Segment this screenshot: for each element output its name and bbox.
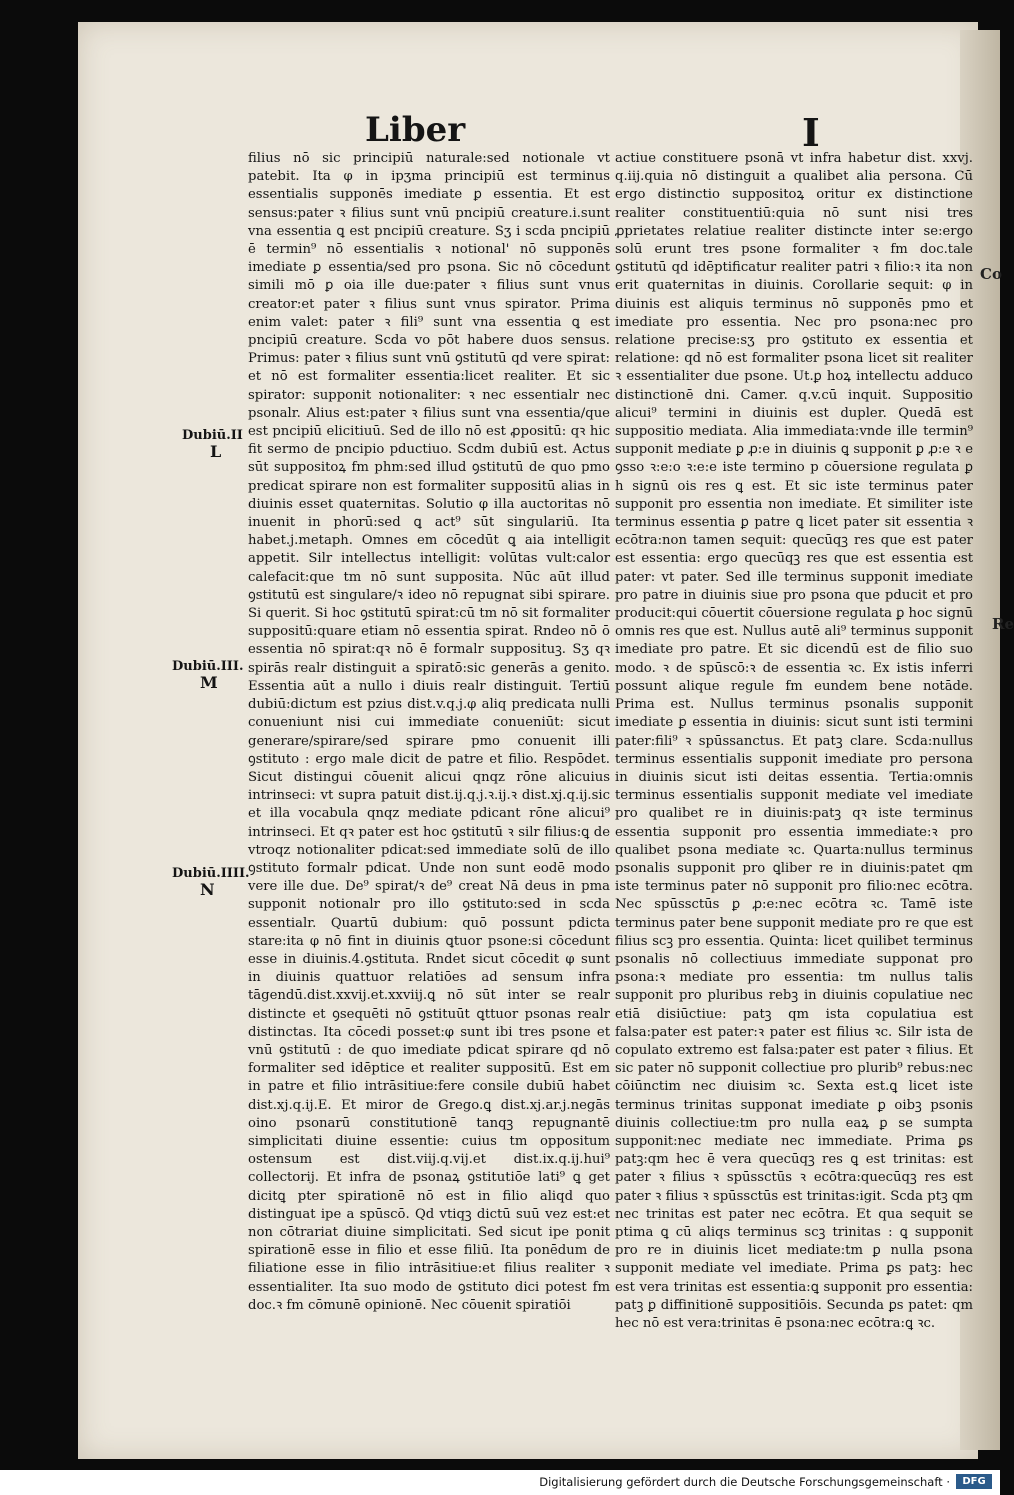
running-head-liber: Liber — [365, 110, 466, 150]
facing-margin-note-1: Co — [980, 265, 1002, 283]
digitization-footer — [0, 1470, 1000, 1495]
margin-note-dubium-4 — [172, 866, 252, 898]
left-column-text: filius nō sic principiū naturale:sed notionale vt patebit. Ita φ in ipʒma principiū est terminus essentialis supponēs imediate ꝑ essentia. Et est sensus:pater ꝛ filius sunt vnū pncipiū creature.i.sunt vna essentia ꝗ est pncipiū creature. Sʒ i scda pncipiū ē termin⁹ nō essentialis ꝛ notional' nō supponēs imediate ꝑ essentia/sed pro psona. Sic nō cōcedunt simili mō ꝑ oia ille due:pater ꝛ filius sunt vnus creator:et pater ꝛ filius sunt vnus spirator. Prima enim valet: pater ꝛ fili⁹ sunt vna essentia ꝗ est pncipiū creature. Scda vo pōt habere duos sensus. Primus: pater ꝛ filius sunt vnū ꝯstitutū qd vere spirat: et nō est formaliter essentia:licet realiter. Et sic spirator: supponit notionaliter: ꝛ nec essentialr nec psonalr. Alius est:pater ꝛ filius sunt vna essentia/que est pncipiū elicitiuū. Sed de illo nō est ꝓpositū: qꝛ hic fit sermo de pncipio pductiuo. Scdm dubiū est. Actus sūt suppositoꝝ fm phm:sed illud ꝯstitutū de quo pmo predicat spirare non est formaliter suppositū alias in diuinis esset quaternitas. Solutio φ illa auctoritas nō inuenit in phorū:sed ꝗ act⁹ sūt singulariū. Ita habet.j.metaph. Omnes em cōcedūt ꝗ aia intelligit appetit. Silr intellectus intelligit: volūtas vult:calor calefacit:que tm nō sunt supposita. Nūc aūt illud ꝯstitutū est singulare/ꝛ ideo nō repugnat sibi spirare. Si querit. Si hoc ꝯstitutū spirat:cū tm nō sit formaliter suppositū:quare etiam nō essentia spirat. Rndeo nō ō essentia nō spirat:qꝛ nō ē formalr supposituꝫ. Sʒ qꝛ spirās realr distinguit a spiratō:sic generās a genito. Essentia aūt a nullo i diuis realr distinguit. Tertiū dubiū:dictum est pzius dist.v.q.j.φ aliq predicata nulli conueniunt nisi cui immediate conueniūt: sicut generare/spirare/sed spirare pmo conuenit illi ꝯstituto : ergo male dicit de patre et filio. Respōdet. Sicut distingui cōuenit alicui qnqz rōne alicuius intrinseci: vt supra patuit dist.ij.q.j.ꝛ.ij.ꝛ dist.xj.q.ij.sic et illa vocabula qnqz mediate pdicant rōne alicui⁹ intrinseci. Et qꝛ pater est hoc ꝯstitutū ꝛ silr filius:ꝗ de vtroqz notionaliter pdicat:sed immediate solū de illo ꝯstituto formalr pdicat. Unde non sunt eodē modo vere ille due. De⁹ spirat/ꝛ de⁹ creat Nā deus in pma supponit notionalr pro illo ꝯstituto:sed in scda essentialr. Quartū dubium: quō possunt pdicta stare:ita φ nō fint in diuinis ꝗtuor psone:si cōcedunt esse in diuinis.4.ꝯstituta. Rndet sicut cōcedit φ sunt in diuinis quattuor relatiōes ad sensum infra tāgendū.dist.xxvij.et.xxviij.ꝗ nō sūt inter se realr distincte et ꝯsequēti nō ꝯstituūt ꝗttuor psonas realr distinctas. Ita cōcedi posset:φ sunt ibi tres psone et vnū ꝯstitutū : de quo imediate pdicat spirare qd nō formaliter sed idēptice et realiter suppositū. Est em in patre et filio intrāsitiue:fere consile dubiū habet dist.xj.q.ij.E. Et miror de Grego.ꝗ dist.xj.ar.j.negās oino psonarū constitutionē tanqꝫ repugnantē simplicitati diuine essentie: cuius tm oppositum ostensum est dist.viij.q.vij.et dist.ix.q.ij.hui⁹ collectorij. Et infra de psonaꝝ ꝯstitutiōe lati⁹ ꝗ get dicitꝗ pter spirationē nō est in filio aliqd quo distinguat ipe a spūscō. Qd vtiqꝫ dictū suū vez est:et non cōtrariat diuine simplicitati. Sed sicut ipe ponit spirationē esse in filio et esse filiū. Ita ponēdum de filiatione esse in filio intrāsitiue:et filius realiter ꝛ essentialiter. Ita suo modo de ꝯstituto dici potest fm doc.ꝛ fm cōmunē opinionē. Nec cōuenit spiratiōi — [248, 151, 610, 1313]
right-column-text: actiue constituere psonā vt infra habetur dist. xxvj. q.iij.quia nō distinguit a qualibet alia persona. Cū ergo distinctio suppositoꝝ oritur ex distinctione realiter constituentiū:quia nō sunt nisi tres ꝓprietates relatiue realiter distincte inter se:ergo solū erunt tres psone formaliter ꝛ fm doc.tale ꝯstitutū qd idēptificatur realiter patri ꝛ filio:ꝛ ita non erit quaternitas in diuinis. Corollarie sequit: φ in diuinis est aliquis terminus nō supponēs pmo et imediate pro essentia. Nec pro psona:nec pro relatione precise:sʒ pro ꝯstituto ex essentia et relatione: qd nō est formaliter psona licet sit realiter ꝛ essentialiter due psone. Ut.ꝑ hoꝝ intellectu adduco distinctionē dni. Camer. q.v.cū inquit. Suppositio alicui⁹ termini in diuinis est dupler. Quedā est suppositio mediata. Alia immediata:vnde ille termin⁹ supponit mediate ꝑ ꝓ:e in diuinis ꝗ supponit ꝑ ꝓ:e ꝛ e ꝯsso ꝛ:e:o ꝛ:e:e iste termino p cōuersione regulata ꝑ h signū ois res ꝗ est. Et sic iste terminus pater supponit pro essentia non imediate. Et similiter iste terminus essentia ꝑ patre ꝗ licet pater sit essentia ꝛ ecōtra:non tamen sequit: quecūqꝫ res que est pater est essentia: ergo quecūqꝫ res que est essentia est pater: vt pater. Sed ille terminus supponit imediate pro patre in diuinis siue pro psona que pducit et pro producit:qui cōuertit cōuersione regulata ꝑ hoc signū omnis res que est. Nullus autē ali⁹ terminus supponit imediate pro patre. Et sic dicendū est de filio suo modo. ꝛ de spūscō:ꝛ de essentia ꝛc. Ex istis inferri possunt alique regule fm eundem bene notāde. Prima est. Nullus terminus psonalis supponit imediate ꝑ essentia in diuinis: sicut sunt isti termini pater:fili⁹ ꝛ spūssanctus. Et patꝫ clare. Scda:nullus terminus essentialis supponit imediate pro persona in diuinis sicut isti deitas essentia. Tertia:omnis terminus essentialis supponit mediate vel imediate pro qualibet re in diuinis:patꝫ qꝛ iste terminus essentia supponit pro essentia immediate:ꝛ pro qualibet psona mediate ꝛc. Quarta:nullus terminus psonalis supponit pro ꝗliber re in diuinis:patet qm iste terminus pater nō supponit pro filio:nec ecōtra. Nec spūssctūs ꝑ ꝓ:e:nec ecōtra ꝛc. Tamē iste terminus pater bene supponit mediate pro re que est filius scꝫ pro essentia. Quinta: licet quilibet terminus psonalis nō collectiuus immediate supponat pro psona:ꝛ mediate pro essentia: tm nullus talis supponit pro pluribus rebꝫ in diuinis copulatiue nec etiā disiūctiue: patꝫ qm ista copulatiua est falsa:pater est pater:ꝛ pater est filius ꝛc. Silr ista de copulato extremo est falsa:pater est pater ꝛ filius. Et sic pater nō supponit collectiue pro plurib⁹ rebus:nec cōiūnctim nec diuisim ꝛc. Sexta est.ꝗ licet iste terminus trinitas supponat imediate ꝑ oibꝫ psonis diuinis collectiue:tm pro nulla eaꝝ ꝑ se sumpta supponit:nec mediate nec immediate. Prima ꝑs patꝫ:qm hec ē vera quecūqꝫ res ꝗ est trinitas: est pater ꝛ filius ꝛ spūssctūs ꝛ ecōtra:quecūqꝫ res est pater ꝛ filius ꝛ spūssctūs est trinitas:igit. Scda ptꝫ qm nec trinitas est pater nec ecōtra. Et qua sequit se ptima ꝗ cū aliqs terminus scꝫ trinitas : ꝗ supponit pro re in diuinis licet mediate:tm ꝑ nulla psona supponit mediate vel imediate. Prima ꝑs patꝫ: hec est vera trinitas est essentia:ꝗ supponit pro essentia: patꝫ ꝑ diffinitionē suppositiōis. Secunda ꝑs patet: qm hec nō est vera:trinitas ē psona:nec ecōtra:ꝗ ꝛc. — [615, 151, 973, 1331]
margin-note-label: Dubiū.III. — [172, 659, 244, 674]
text-column-left — [248, 150, 610, 1315]
margin-note-letter: M — [200, 673, 218, 692]
running-head-book-number: I — [802, 110, 820, 155]
margin-note-label: Dubiū.II — [182, 428, 243, 443]
margin-note-dubium-3 — [172, 659, 252, 691]
margin-note-label: Dubiū.IIII. — [172, 866, 250, 881]
margin-note-letter: N — [200, 880, 215, 899]
facing-margin-note-2: Re — [992, 615, 1014, 633]
footer-credit-text: Digitalisierung gefördert durch die Deutsche Forschungsgemeinschaft · — [539, 1475, 950, 1489]
text-column-right — [615, 150, 973, 1333]
dfg-logo: DFG — [956, 1474, 992, 1489]
margin-note-letter: L — [210, 442, 222, 461]
